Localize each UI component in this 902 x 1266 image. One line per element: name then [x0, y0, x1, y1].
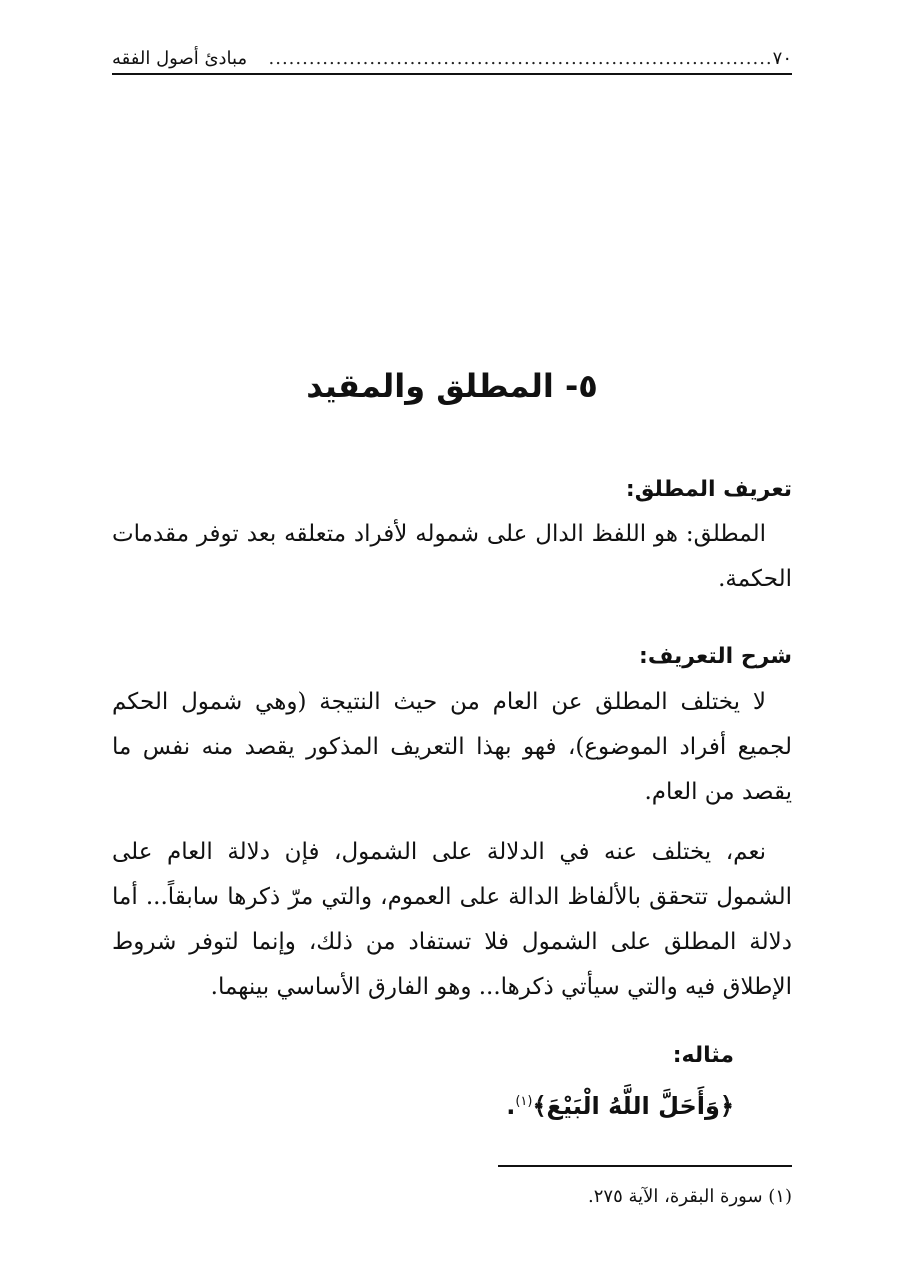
running-header	[112, 38, 792, 72]
definition-paragraph	[112, 512, 792, 602]
quran-verse	[506, 1082, 734, 1126]
footnote-rule	[498, 1165, 792, 1167]
header-leader-dots: ...........................................................................	[268, 48, 773, 69]
explanation-heading: شرح التعريف:	[639, 644, 792, 669]
explanation-paragraph-1	[112, 680, 792, 815]
footnote: (١) سورة البقرة، الآية ٢٧٥.	[588, 1186, 792, 1207]
document-page	[112, 0, 792, 1266]
book-title: مبادئ أصول الفقه	[112, 48, 248, 69]
chapter-title: ٥- المطلق والمقيد	[306, 367, 598, 405]
footnote-marker: (١)	[515, 1094, 533, 1109]
explanation-text-2: نعم، يختلف عنه في الدلالة على الشمول، فإن دلالة العام على الشمول تتحقق بالألفاظ الدالة على العموم، والتي مرّ ذكرها سابقاً... أما دلالة المطلق على الشمول فلا تستفاد من ذلك، وإنما لتوفر شروط الإطلاق فيه والتي سيأتي ذكرها... وهو الفارق الأساسي بينهما.	[112, 839, 792, 1000]
verse-trailing-period: .	[506, 1092, 516, 1120]
definition-heading: تعريف المطلق:	[625, 477, 792, 502]
explanation-paragraph-2	[112, 830, 792, 1010]
header-rule	[112, 73, 792, 75]
explanation-text-1: لا يختلف المطلق عن العام من حيث النتيجة (وهي شمول الحكم لجميع أفراد الموضوع)، فهو بهذا التعريف المذكور يقصد منه نفس ما يقصد من العام.	[112, 689, 792, 805]
definition-text: المطلق: هو اللفظ الدال على شموله لأفراد متعلقه بعد توفر مقدمات الحكمة.	[112, 521, 792, 592]
page-number: ٧٠	[772, 48, 792, 69]
verse-text: ﴿وَأَحَلَّ اللَّهُ الْبَيْعَ﴾	[532, 1092, 734, 1120]
example-heading: مثاله:	[672, 1043, 734, 1068]
